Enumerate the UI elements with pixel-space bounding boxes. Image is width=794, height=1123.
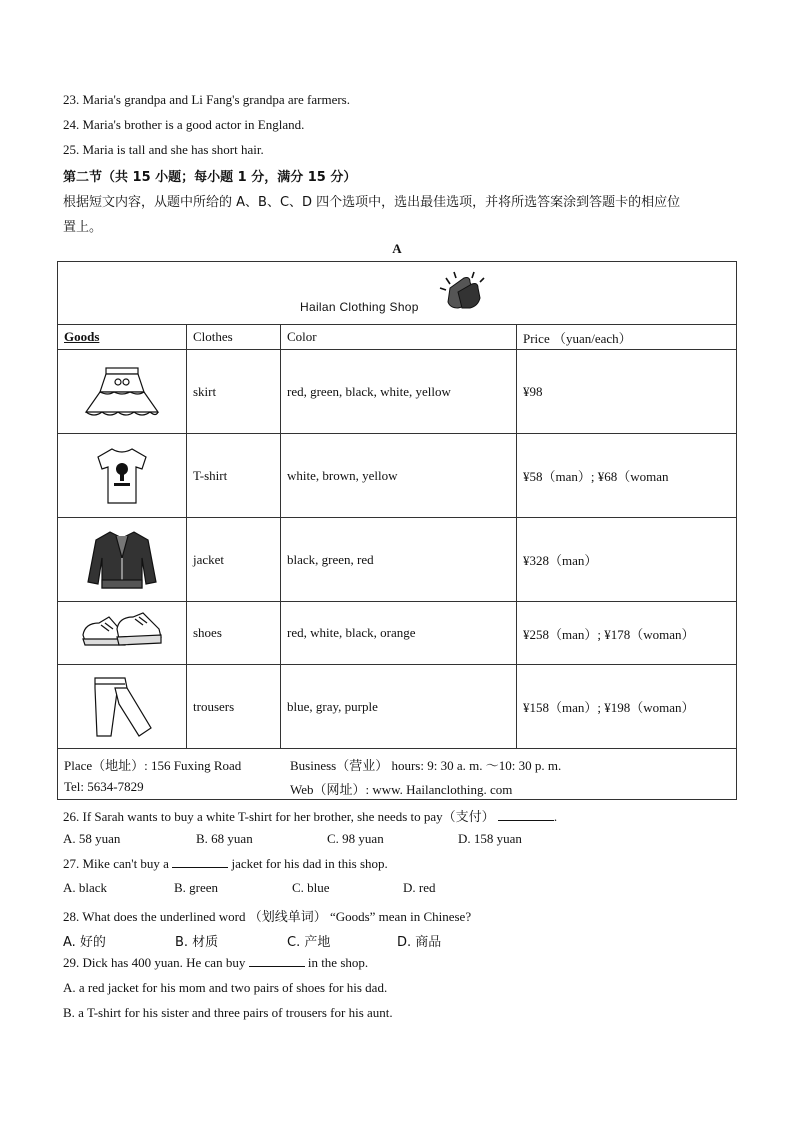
answer-blank <box>172 857 228 868</box>
shop-footer <box>58 749 737 800</box>
header-clothes: Clothes <box>187 325 281 350</box>
question-stem: 29. Dick has 400 yuan. He can buy <box>63 955 246 970</box>
clapping-hands-icon <box>430 268 492 312</box>
row-color: white, brown, yellow <box>281 434 517 518</box>
passage-label: A <box>392 241 402 256</box>
shop-title-cell <box>58 262 737 325</box>
option-b[interactable]: B. 68 yuan <box>196 831 253 846</box>
statement-24: 24. Maria's brother is a good actor in England. <box>63 117 305 132</box>
section-instruction-1: 根据短文内容，从题中所给的 A、B、C、D 四个选项中，选出最佳选项，并将所选答案涂到答题卡的相应位 <box>63 195 681 210</box>
table-row <box>58 602 737 665</box>
header-color: Color <box>281 325 517 350</box>
row-color: red, green, black, white, yellow <box>281 350 517 434</box>
question-stem-after: in the shop. <box>307 955 369 970</box>
question-28-options <box>63 931 441 950</box>
header-price: Price （yuan/each） <box>517 325 737 350</box>
option-b[interactable]: B. 材质 <box>175 935 219 950</box>
option-a[interactable]: A. black <box>63 880 108 895</box>
row-clothes: trousers <box>187 665 281 749</box>
question-stem: 28. What does the underlined word （划线单词） “Goods” mean in Chinese? <box>63 909 472 924</box>
option-b[interactable]: B. a T-shirt for his sister and three pairs of trousers for his aunt. <box>63 1005 393 1020</box>
jacket-icon <box>58 518 187 602</box>
header-goods: Goods <box>58 325 187 350</box>
shoes-icon <box>58 602 187 665</box>
row-price: ¥58（man）; ¥68（woman <box>517 434 737 518</box>
table-row <box>58 434 737 518</box>
table-row <box>58 518 737 602</box>
row-color: black, green, red <box>281 518 517 602</box>
trousers-icon <box>58 665 187 749</box>
row-clothes: skirt <box>187 350 281 434</box>
table-row <box>58 665 737 749</box>
option-c[interactable]: C. 98 yuan <box>327 831 384 846</box>
row-price: ¥158（man）; ¥198（woman） <box>517 665 737 749</box>
row-clothes: T-shirt <box>187 434 281 518</box>
question-stem: 27. Mike can't buy a <box>63 856 169 871</box>
statement-23: 23. Maria's grandpa and Li Fang's grandpa are farmers. <box>63 92 350 107</box>
answer-blank <box>249 956 305 967</box>
option-d[interactable]: D. 158 yuan <box>458 831 522 846</box>
shop-name: Hailan Clothing Shop <box>300 300 419 314</box>
answer-blank <box>498 810 554 821</box>
shop-business-hours: Business（营业） hours: 9: 30 a. m. ～10: 30 p. m. <box>290 758 562 773</box>
shop-place: Place（地址）: 156 Fuxing Road <box>64 758 242 773</box>
table-row <box>58 350 737 434</box>
shop-web: Web（网址）: www. Hailanclothing. com <box>290 782 513 797</box>
tshirt-icon <box>58 434 187 518</box>
option-d[interactable]: D. red <box>403 880 436 895</box>
option-c[interactable]: C. 产地 <box>287 935 331 950</box>
shop-tel: Tel: 5634-7829 <box>64 779 144 794</box>
question-26 <box>63 806 557 825</box>
row-color: red, white, black, orange <box>281 602 517 665</box>
question-27 <box>63 856 388 872</box>
question-26-options <box>63 831 522 847</box>
option-b[interactable]: B. green <box>174 880 219 895</box>
row-clothes: jacket <box>187 518 281 602</box>
option-a[interactable]: A. 58 yuan <box>63 831 121 846</box>
skirt-icon <box>58 350 187 434</box>
question-28 <box>63 906 471 925</box>
row-price: ¥98 <box>517 350 737 434</box>
option-a[interactable]: A. 好的 <box>63 935 106 950</box>
question-stem: 26. If Sarah wants to buy a white T-shirt for her brother, she needs to pay（支付） <box>63 809 495 824</box>
option-c[interactable]: C. blue <box>292 880 330 895</box>
row-clothes: shoes <box>187 602 281 665</box>
question-29 <box>63 955 368 971</box>
shop-table <box>57 261 737 800</box>
option-d[interactable]: D. 商品 <box>397 935 442 950</box>
section-heading: 第二节（共 15 小题；每小题 1 分，满分 15 分） <box>63 170 357 185</box>
row-price: ¥258（man）; ¥178（woman） <box>517 602 737 665</box>
statement-25: 25. Maria is tall and she has short hair. <box>63 142 264 157</box>
question-27-options <box>63 880 436 896</box>
section-instruction-2: 置上。 <box>63 220 103 235</box>
row-price: ¥328（man） <box>517 518 737 602</box>
row-color: blue, gray, purple <box>281 665 517 749</box>
option-a[interactable]: A. a red jacket for his mom and two pairs of shoes for his dad. <box>63 980 388 995</box>
question-stem-after: . <box>553 809 558 824</box>
question-stem-after: jacket for his dad in this shop. <box>231 856 388 871</box>
